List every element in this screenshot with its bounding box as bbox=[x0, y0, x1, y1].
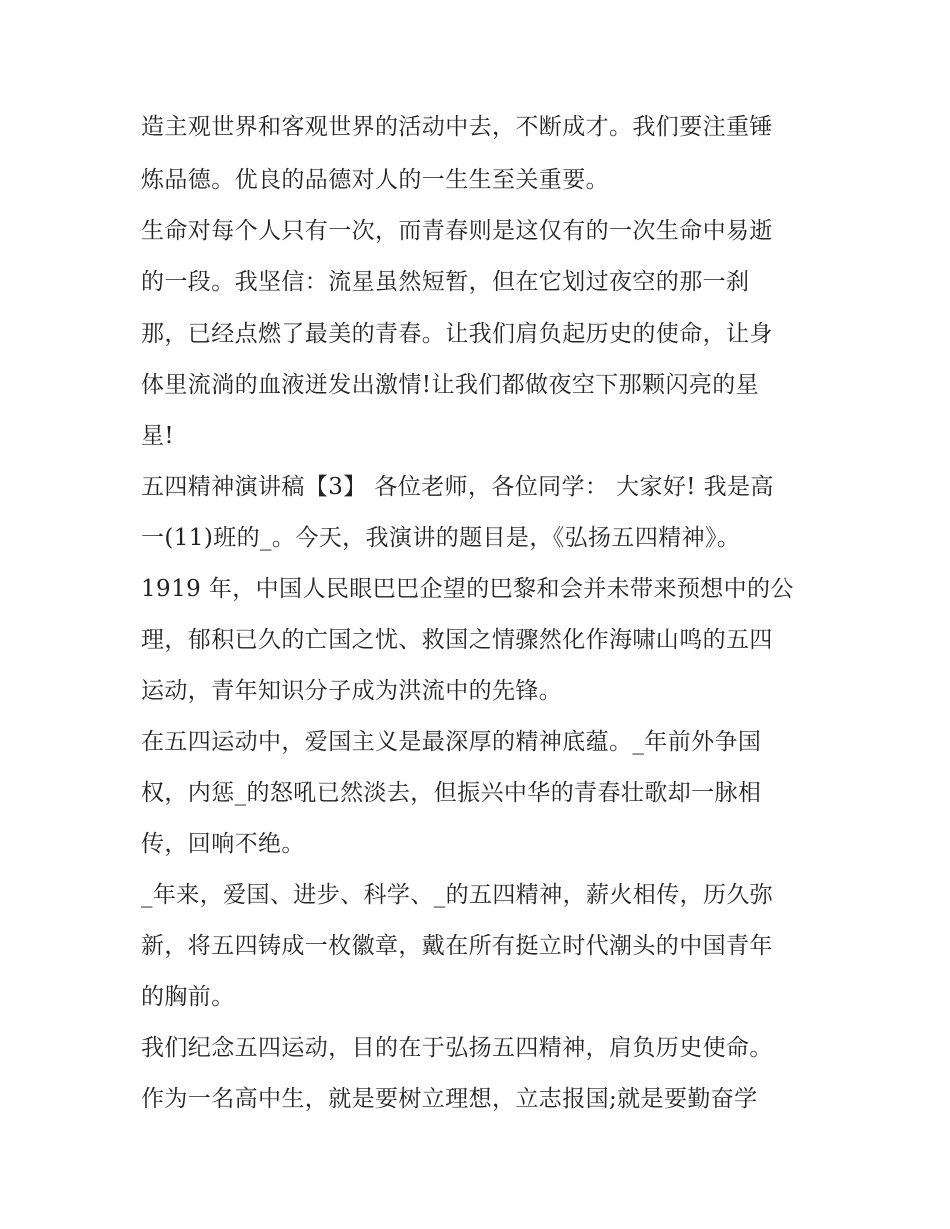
text-line: 传，回响不绝。 bbox=[141, 831, 305, 857]
text-line: 的一段。我坚信：流星虽然短暂，但在它划过夜空的那一刹 bbox=[141, 269, 750, 295]
text-line: 炼品德。优良的品德对人的一生生至关重要。 bbox=[141, 167, 609, 193]
text-line: 那，已经点燃了最美的青春。让我们肩负起历史的使命，让身 bbox=[141, 321, 773, 347]
text-line: 五四精神演讲稿【3】 各位老师，各位同学： 大家好! 我是高 bbox=[141, 474, 774, 500]
text-line: 运动，青年知识分子成为洪流中的先锋。 bbox=[141, 678, 563, 704]
text-line: _年来，爱国、进步、科学、_的五四精神，薪火相传，历久弥 bbox=[141, 882, 774, 908]
text-line: 作为一名高中生，就是要树立理想，立志报国;就是要勤奋学 bbox=[141, 1086, 758, 1112]
text-line: 星! bbox=[141, 423, 175, 449]
text-line: 新，将五四铸成一枚徽章，戴在所有挺立时代潮头的中国青年 bbox=[141, 933, 773, 959]
text-line: 1919 年，中国人民眼巴巴企望的巴黎和会并未带来预想中的公 bbox=[141, 576, 794, 602]
text-line: 造主观世界和客观世界的活动中去，不断成才。我们要注重锤 bbox=[141, 114, 773, 140]
text-line: 体里流淌的血液迸发出激情!让我们都做夜空下那颗闪亮的星 bbox=[141, 372, 760, 398]
text-line: 的胸前。 bbox=[141, 984, 235, 1010]
text-line: 权，内惩_的怒吼已然淡去，但振兴中华的青春壮歌却一脉相 bbox=[141, 780, 762, 806]
text-line: 生命对每个人只有一次，而青春则是这仅有的一次生命中易逝 bbox=[141, 218, 773, 244]
text-line: 我们纪念五四运动，目的在于弘扬五四精神，肩负历史使命。 bbox=[141, 1035, 773, 1061]
text-line: 一(11)班的_。今天，我演讲的题目是，《弘扬五四精神》。 bbox=[141, 525, 741, 551]
text-line: 在五四运动中，爱国主义是最深厚的精神底蕴。_年前外争国 bbox=[141, 729, 762, 755]
text-line: 理，郁积已久的亡国之忧、救国之情骤然化作海啸山鸣的五四 bbox=[141, 627, 773, 653]
